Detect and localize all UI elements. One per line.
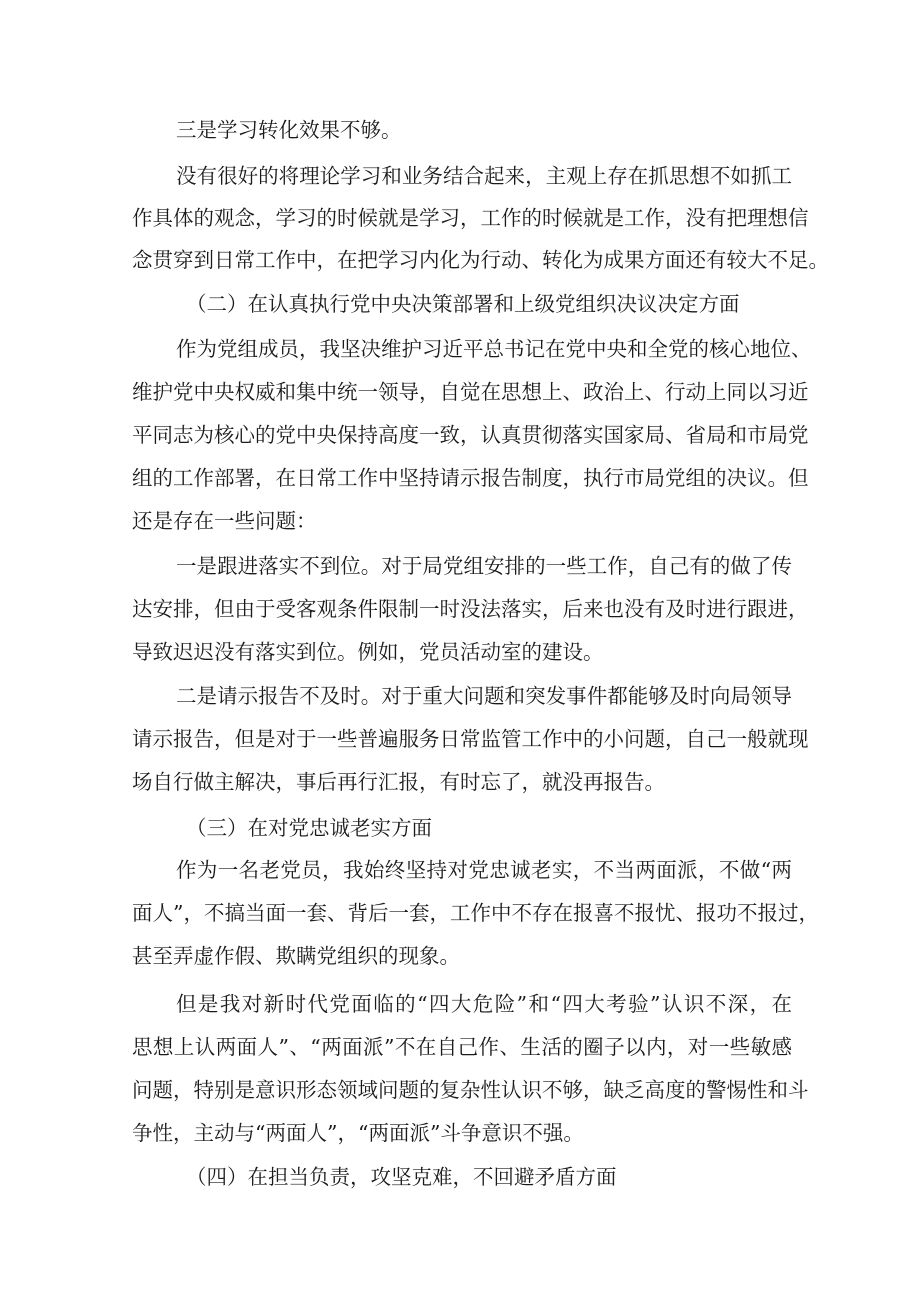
paragraph-line: 但是我对新时代党面临的“四大危险”和“四大考验”认识不深，在 bbox=[176, 992, 792, 1016]
paragraph-line: 二是请示报告不及时。对于重大问题和突发事件都能够及时向局领导 bbox=[176, 684, 792, 708]
paragraph-line: 维护党中央权威和集中统一领导，自觉在思想上、政治上、行动上同以习近 bbox=[132, 380, 809, 404]
section-heading: （四）在担当负责，攻坚克难，不回避矛盾方面 bbox=[186, 1165, 617, 1189]
paragraph-line: 面人”，不搞当面一套、背后一套，工作中不存在报喜不报忧、报功不报过， bbox=[132, 901, 819, 925]
paragraph-line: 作为一名老党员，我始终坚持对党忠诚老实，不当两面派，不做“两 bbox=[176, 858, 792, 882]
paragraph-line: 还是存在一些问题： bbox=[132, 509, 317, 533]
paragraph-line: 思想上认两面人”、“两面派”不在自己作、生活的圈子以内，对一些敏感 bbox=[132, 1035, 792, 1059]
paragraph-line: 三是学习转化效果不够。 bbox=[176, 118, 402, 142]
paragraph-line: 导致迟迟没有落实到位。例如，党员活动室的建设。 bbox=[132, 640, 604, 664]
paragraph-line: 作具体的观念，学习的时候就是学习，工作的时候就是工作，没有把理想信 bbox=[132, 206, 809, 230]
paragraph-line: 作为党组成员，我坚决维护习近平总书记在党中央和全党的核心地位、 bbox=[176, 337, 812, 361]
paragraph-line: 没有很好的将理论学习和业务结合起来，主观上存在抓思想不如抓工 bbox=[176, 164, 792, 188]
paragraph-line: 念贯穿到日常工作中，在把学习内化为行动、转化为成果方面还有较大不足。 bbox=[132, 248, 829, 272]
paragraph-line: 场自行做主解决，事后再行汇报，有时忘了，就没再报告。 bbox=[132, 770, 665, 794]
paragraph-line: 平同志为核心的党中央保持高度一致，认真贯彻落实国家局、省局和市局党 bbox=[132, 423, 809, 447]
paragraph-line: 组的工作部署，在日常工作中坚持请示报告制度，执行市局党组的决议。但 bbox=[132, 466, 809, 490]
paragraph-line: 达安排，但由于受客观条件限制一时没法落实，后来也没有及时进行跟进， bbox=[132, 597, 809, 621]
paragraph-line: 一是跟进落实不到位。对于局党组安排的一些工作，自己有的做了传 bbox=[176, 554, 792, 578]
paragraph-line: 争性，主动与“两面人”，“两面派”斗争意识不强。 bbox=[132, 1121, 584, 1145]
paragraph-line: 问题，特别是意识形态领域问题的复杂性认识不够，缺乏高度的警惕性和斗 bbox=[132, 1078, 809, 1102]
section-heading: （二）在认真执行党中央决策部署和上级党组织决议决定方面 bbox=[186, 292, 740, 316]
paragraph-line: 甚至弄虚作假、欺瞒党组织的现象。 bbox=[132, 944, 460, 968]
section-heading: （三）在对党忠诚老实方面 bbox=[186, 816, 432, 840]
paragraph-line: 请示报告，但是对于一些普遍服务日常监管工作中的小问题，自己一般就现 bbox=[132, 727, 809, 751]
